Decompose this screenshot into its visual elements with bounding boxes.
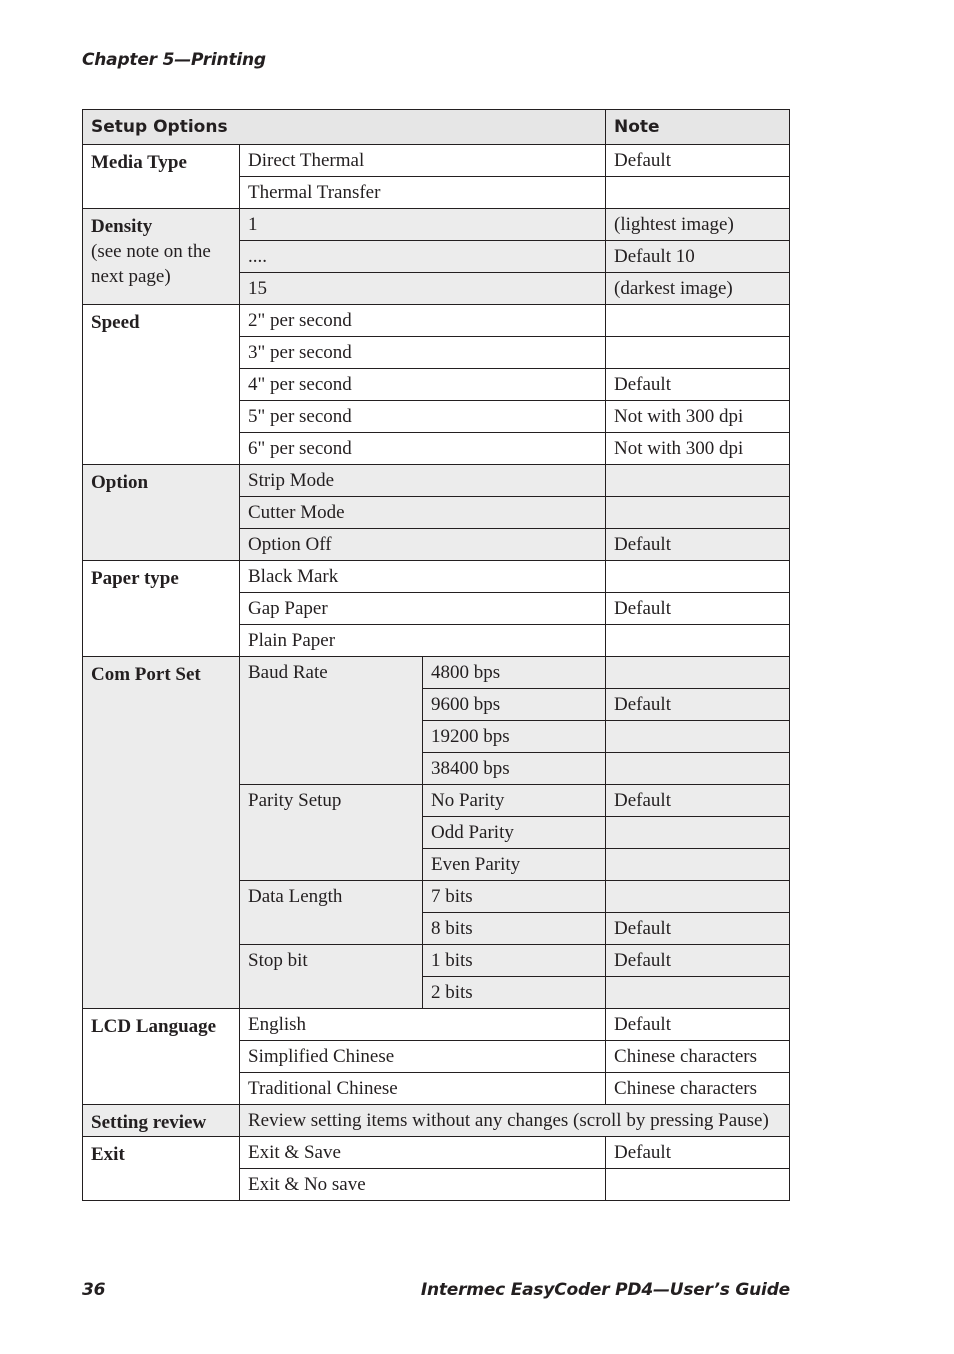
option-note: Default (606, 785, 790, 817)
group-lcd-language (83, 1009, 240, 1105)
option-note: Default (606, 1009, 790, 1041)
option-value: 4800 bps (423, 657, 606, 689)
option-value: Black Mark (240, 561, 606, 593)
group-label: Exit (91, 1144, 125, 1165)
option-value: 9600 bps (423, 689, 606, 721)
header-setup-options: Setup Options (83, 110, 606, 145)
option-note: Default 10 (606, 241, 790, 273)
option-note: Default (606, 689, 790, 721)
option-value: Direct Thermal (240, 145, 606, 177)
option-value: 15 (240, 273, 606, 305)
option-value: Option Off (240, 529, 606, 561)
chapter-heading: Chapter 5—Printing (82, 50, 266, 70)
option-note: Chinese characters (606, 1041, 790, 1073)
option-note (606, 849, 790, 881)
option-note: Default (606, 145, 790, 177)
option-value: 7 bits (423, 881, 606, 913)
option-value: Gap Paper (240, 593, 606, 625)
option-note: (lightest image) (606, 209, 790, 241)
option-value: 1 (240, 209, 606, 241)
group-density (83, 209, 240, 305)
option-note (606, 1169, 790, 1201)
group-label: Com Port Set (91, 664, 201, 685)
table-row (83, 305, 790, 337)
group-speed (83, 305, 240, 465)
table-row (83, 1137, 790, 1169)
table-row (83, 1009, 790, 1041)
option-note (606, 817, 790, 849)
option-note: Chinese characters (606, 1073, 790, 1105)
option-note: Default (606, 593, 790, 625)
option-value: 2 bits (423, 977, 606, 1009)
option-note (606, 881, 790, 913)
group-label: Speed (91, 312, 140, 333)
sub-data-length: Data Length (240, 881, 423, 945)
option-value: 3" per second (240, 337, 606, 369)
group-setting-review (83, 1105, 240, 1137)
group-label: Option (91, 472, 149, 493)
option-value: Review setting items without any changes (scroll by pressing Pause) (240, 1105, 790, 1137)
table-header-row (83, 110, 790, 145)
option-note (606, 337, 790, 369)
option-note (606, 721, 790, 753)
table-row (83, 657, 790, 689)
option-note (606, 497, 790, 529)
option-value: Simplified Chinese (240, 1041, 606, 1073)
option-note: Default (606, 369, 790, 401)
sub-stop-bit: Stop bit (240, 945, 423, 1009)
option-value: Plain Paper (240, 625, 606, 657)
option-value: 2" per second (240, 305, 606, 337)
group-com-port-set (83, 657, 240, 1009)
header-note: Note (606, 110, 790, 145)
option-value: Thermal Transfer (240, 177, 606, 209)
option-value: No Parity (423, 785, 606, 817)
option-note (606, 625, 790, 657)
setup-options-table (82, 109, 790, 1201)
option-note (606, 753, 790, 785)
option-note: Default (606, 529, 790, 561)
group-media-type (83, 145, 240, 209)
option-note: Default (606, 1137, 790, 1169)
option-note: Not with 300 dpi (606, 401, 790, 433)
option-note: Not with 300 dpi (606, 433, 790, 465)
option-value: 38400 bps (423, 753, 606, 785)
option-value: Strip Mode (240, 465, 606, 497)
option-value: English (240, 1009, 606, 1041)
group-paper-type (83, 561, 240, 657)
group-label: Density (91, 216, 153, 237)
option-value: 5" per second (240, 401, 606, 433)
group-label: Paper type (91, 568, 179, 589)
option-value: Odd Parity (423, 817, 606, 849)
option-note: Default (606, 945, 790, 977)
option-note (606, 657, 790, 689)
group-option (83, 465, 240, 561)
option-value: 6" per second (240, 433, 606, 465)
sub-baud-rate: Baud Rate (240, 657, 423, 785)
table-row (83, 209, 790, 241)
option-note (606, 561, 790, 593)
guide-title: Intermec EasyCoder PD4—User’s Guide (420, 1280, 790, 1300)
option-value: 1 bits (423, 945, 606, 977)
option-value: Even Parity (423, 849, 606, 881)
option-value: Traditional Chinese (240, 1073, 606, 1105)
group-sublabel: (see note on the next page) (91, 241, 211, 287)
option-note: Default (606, 913, 790, 945)
group-label: Setting review (91, 1112, 207, 1133)
option-note (606, 305, 790, 337)
table-row (83, 1105, 790, 1137)
option-value: Cutter Mode (240, 497, 606, 529)
option-note (606, 465, 790, 497)
table-row (83, 145, 790, 177)
option-note: (darkest image) (606, 273, 790, 305)
group-label: Media Type (91, 152, 187, 173)
option-value: Exit & No save (240, 1169, 606, 1201)
option-note (606, 977, 790, 1009)
option-value: Exit & Save (240, 1137, 606, 1169)
sub-parity-setup: Parity Setup (240, 785, 423, 881)
table-row (83, 561, 790, 593)
option-value: 8 bits (423, 913, 606, 945)
option-note (606, 177, 790, 209)
option-value: .... (240, 241, 606, 273)
option-value: 19200 bps (423, 721, 606, 753)
group-exit (83, 1137, 240, 1201)
page-number: 36 (82, 1280, 106, 1300)
table-row (83, 465, 790, 497)
group-label: LCD Language (91, 1016, 217, 1037)
option-value: 4" per second (240, 369, 606, 401)
